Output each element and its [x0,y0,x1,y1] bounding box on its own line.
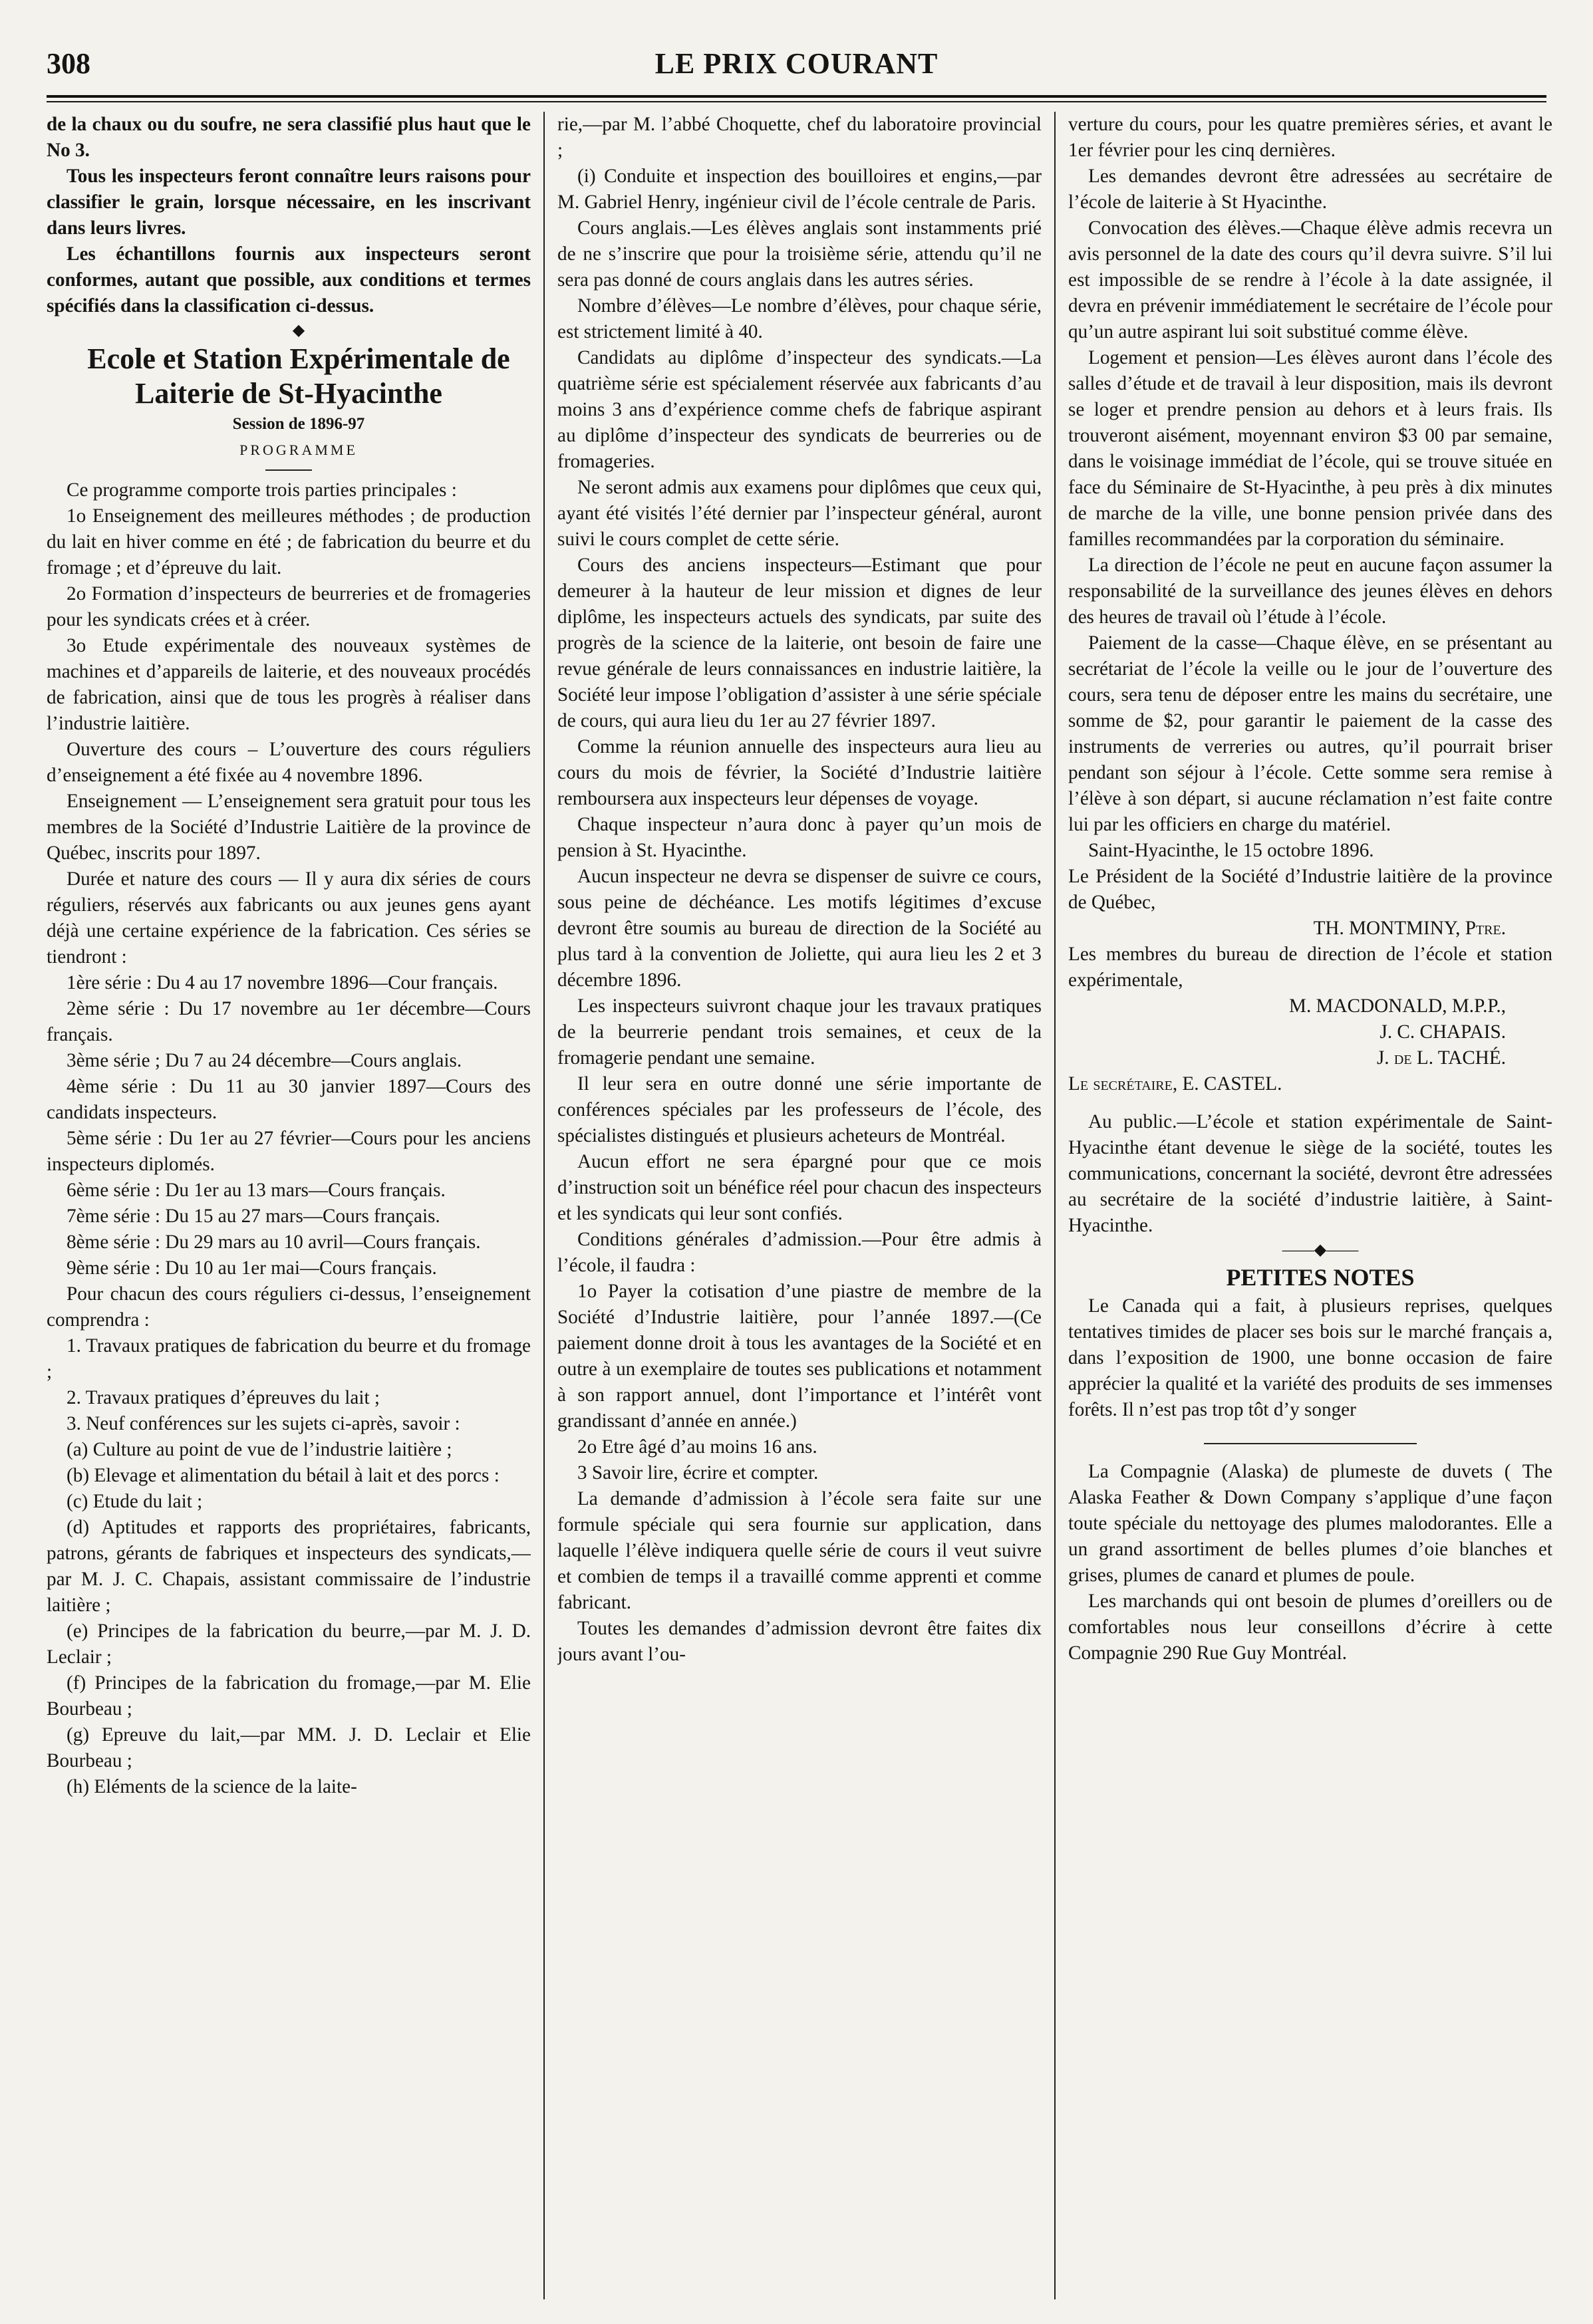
paragraph: Les demandes devront être adressées au secrétaire de l’école de laiterie à St Hyacinthe. [1068,166,1552,213]
paragraph: 3o Etude expérimentale des nouveaux systèmes de machines et d’appareils de laiterie, et des nouveaux procédés de fabrication, ainsi que de tous les progrès à réaliser dans l’industrie laitière. [47,635,531,734]
ornament: ——◆—— [1282,1241,1359,1259]
paragraph: Durée et nature des cours — Il y aura dix séries de cours réguliers, réservés aux fabricants ou aux jeunes gens ayant déjà une certaine expérience de la fabrication. Ces séries se tiendront : [47,868,531,968]
paragraph: 5ème série : Du 1er au 27 février—Cours pour les anciens inspecteurs diplomés. [47,1128,531,1175]
column-divider [1054,112,1056,2299]
paragraph: M. MACDONALD, M.P.P., [1289,995,1506,1017]
paragraph: Les marchands qui ont besoin de plumes d’oreillers ou de comfortables nous leur conseillons d’écrire à cette Compagnie 290 Rue Guy Montréal. [1068,1591,1552,1664]
paragraph: Le secrétaire, E. CASTEL. [1068,1073,1282,1095]
paragraph: Candidats au diplôme d’inspecteur des syndicats.—La quatrième série est spécialement réservée aux fabricants d’au moins 3 ans d’expérience comme chefs de fabrique aspirant au diplôme d’inspecteur des syndicats de beurreries ou de fromageries. [557,347,1042,472]
paragraph: J. de L. TACHÉ. [1376,1047,1506,1069]
programme-heading: PROGRAMME [239,442,358,458]
paragraph: 3 Savoir lire, écrire et compter. [577,1462,819,1484]
paragraph: Pour chacun des cours réguliers ci-dessus, l’enseignement comprendra : [47,1283,531,1331]
paragraph: (b) Elevage et alimentation du bétail à lait et des porcs : [67,1465,500,1486]
spacer [1068,1097,1552,1109]
paragraph: (d) Aptitudes et rapports des propriétaires, fabricants, patrons, gérants de fabriques et inspecteurs des syndicats,—par M. J. C. Chapais, assistant commissaire de l’industrie laitière ; [47,1517,531,1616]
paragraph: Saint-Hyacinthe, le 15 octobre 1896. [1088,840,1374,861]
paragraph: 3. Neuf conférences sur les sujets ci-après, savoir : [67,1413,460,1434]
paragraph: La Compagnie (Alaska) de plumeste de duvets ( The Alaska Feather & Down Company s’applique d’une façon toute spéciale du nettoyage des plumes malodorantes. Elle a un grand assortiment de belles plumes d’oie blanches et grises, plumes de canard et plumes de poule. [1068,1461,1552,1586]
session-heading: Session de 1896-97 [232,415,365,433]
column-divider [543,112,545,2299]
paragraph: Ce programme comporte trois parties principales : [67,479,457,501]
paragraph: Les inspecteurs suivront chaque jour les travaux pratiques de la beurrerie pendant trois semaines, et ceux de la fromagerie pendant une semaine. [557,995,1042,1069]
paragraph: 2. Travaux pratiques d’épreuves du lait ; [67,1387,380,1408]
paragraph: 4ème série : Du 11 au 30 janvier 1897—Cours des candidats inspecteurs. [47,1076,531,1123]
paragraph: La demande d’admission à l’école sera faite sur une formule spéciale qui sera fournie sur application, dans laquelle l’élève indiquera quelle série de cours il veut suivre et combien de temps il a travaillé comme apprenti et comme fabricant. [557,1488,1042,1613]
paragraph: J. C. CHAPAIS. [1379,1021,1506,1043]
paragraph: Les membres du bureau de direction de l’école et station expérimentale, [1068,944,1552,991]
paragraph: TH. MONTMINY, Ptre. [1313,918,1506,939]
column-right [1068,112,1552,2299]
paragraph: Nombre d’élèves—Le nombre d’élèves, pour chaque série, est strictement limité à 40. [557,295,1042,342]
running-head [47,47,1546,86]
column-middle [557,112,1042,2299]
paragraph: Le Canada qui a fait, à plusieurs reprises, quelques tentatives timides de placer ses bois sur le marché français a, dans l’exposition de 1900, une bonne occasion de faire apprécier la qualité et la variété des produits de ses immenses forêts. Il n’est pas trop tôt d’y songer [1068,1295,1552,1420]
column-left [47,112,531,2299]
paragraph: Enseignement — L’enseignement sera gratuit pour tous les membres de la Société d’Industrie Laitière de la province de Québec, inscrits pour 1897. [47,791,531,864]
paragraph: Il leur sera en outre donné une série importante de conférences spéciales par les professeurs de l’école, des spécialistes distingués et plusieurs acheteurs de Montréal. [557,1073,1042,1146]
paragraph: Paiement de la casse—Chaque élève, en se présentant au secrétariat de l’école la veille ou le jour de l’ouverture des cours, sera tenu de déposer entre les mains du secrétaire, une somme de $2, pour garantir le paiement de la casse des instruments de verreries ou autres, qu’il pourrait briser pendant son séjour à l’école. Cette somme sera remise à l’élève à son départ, si aucune réclamation n’est faite contre lui par les officiers en charge du matériel. [1068,632,1552,835]
ornament: ◆ [292,322,305,339]
paragraph: 9ème série : Du 10 au 1er mai—Cours français. [67,1257,437,1279]
paragraph: 3ème série ; Du 7 au 24 décembre—Cours anglais. [67,1050,462,1071]
paragraph: (a) Culture au point de vue de l’industrie laitière ; [67,1439,452,1460]
paragraph: 1. Travaux pratiques de fabrication du beurre et du fromage ; [47,1335,531,1382]
paragraph: Aucun inspecteur ne devra se dispenser de suivre ce cours, sous peine de déchéance. Les motifs légitimes d’excuse devront être soumis au bureau de direction de la Société au plus tard à la convention de Joliette, qui aura lieu les 2 et 3 décembre 1896. [557,866,1042,991]
paragraph: Ne seront admis aux examens pour diplômes que ceux qui, ayant été visités l’été dernier par l’inspecteur général, auront suivi le cours complet de cette série. [557,477,1042,550]
paragraph: Cours anglais.—Les élèves anglais sont instamments prié de ne s’inscrire que pour la troisième série, attendu qu’il ne sera pas donné de cours anglais dans les autres séries. [557,217,1042,291]
paragraph: Convocation des élèves.—Chaque élève admis recevra un avis personnel de la date des cours qu’il devra suivre. S’il lui est impossible de se rendre à l’école à la date assignée, il devra en prévenir immédiatement le secrétaire de l’école pour qu’un autre aspirant lui soit substitué comme élève. [1068,217,1552,342]
paragraph: (e) Principes de la fabrication du beurre,—par M. J. D. Leclair ; [47,1620,531,1668]
paragraph: Cours des anciens inspecteurs—Estimant que pour demeurer à la hauteur de leur mission et dignes de leur diplôme, les inspecteurs actuels des syndicats, par suite des progrès de la science de la laiterie, ont besoin de faire une revue générale de leurs connaissances en industrie laitière, la Société leur impose l’obligation d’assister à une série spéciale de cours, qui aura lieu du 1er au 27 février 1897. [557,555,1042,731]
paragraph: rie,—par M. l’abbé Choquette, chef du laboratoire provincial ; [557,114,1042,161]
paragraph: 2o Formation d’inspecteurs de beurreries et de fromageries pour les syndicats crées et à créer. [47,583,531,630]
paragraph: La direction de l’école ne peut en aucune façon assumer la responsabilité de la surveillance des jeunes élèves en dehors des heures de travail où l’étude à l’école. [1068,555,1552,628]
short-rule [265,469,312,471]
paragraph: Aucun effort ne sera épargné pour que ce mois d’instruction soit un bénéfice réel pour chacun des inspecteurs et les syndicats qui leur sont confiés. [557,1151,1042,1224]
paragraph: 1ère série : Du 4 au 17 novembre 1896—Cour français. [67,972,498,993]
header-rule-thin [47,101,1546,102]
paragraph: 2ème série : Du 17 novembre au 1er décembre—Cours français. [47,998,531,1045]
paragraph: Logement et pension—Les élèves auront dans l’école des salles d’étude et de travail à leur disposition, mais ils devront se loger et prendre pension au dehors et à leurs frais. Ils trouveront aisément, moyennant environ $3 00 par semaine, dans le voisinage immédiat de l’école, qui se trouve située en face du Séminaire de St-Hyacinthe, à peu près à dix minutes de marche de la ville, une bonne pension privée dans des familles recommandées par la corporation du séminaire. [1068,347,1552,550]
header-rule [47,95,1546,98]
section-title-petites-notes: PETITES NOTES [1226,1264,1415,1291]
paragraph: Les échantillons fournis aux inspecteurs seront conformes, autant que possible, aux conditions et termes spécifiés dans la classification ci-dessus. [47,243,531,317]
paragraph: 8ème série : Du 29 mars au 10 avril—Cours français. [67,1231,481,1253]
paragraph: 2o Etre âgé d’au moins 16 ans. [577,1436,817,1458]
paragraph: verture du cours, pour les quatre premières séries, et avant le 1er février pour les cinq dernières. [1068,114,1552,161]
paragraph: (i) Conduite et inspection des bouilloires et engins,—par M. Gabriel Henry, ingénieur civil de l’école centrale de Paris. [557,166,1042,213]
paragraph: de la chaux ou du soufre, ne sera classifié plus haut que le No 3. [47,114,531,161]
journal-title: LE PRIX COURANT [654,47,939,80]
paragraph: (c) Etude du lait ; [67,1491,203,1512]
paragraph: 1o Payer la cotisation d’une piastre de membre de la Société d’Industrie laitière, pour l’année 1897.—(Ce paiement donne droit à tous les avantages de la Société et en outre à un exemplaire de toutes ses publications et notamment à son rapport annuel, dont l’importance et l’intérêt vont grandissant d’année en année.) [557,1281,1042,1432]
paragraph: (f) Principes de la fabrication du fromage,—par M. Elie Bourbeau ; [47,1672,531,1720]
separator-rule [1204,1443,1417,1444]
paragraph: 1o Enseignement des meilleures méthodes ; de production du lait en hiver comme en été ; de fabrication du beurre et du fromage ; et d’épreuve du lait. [47,505,531,579]
paragraph: Tous les inspecteurs feront connaître leurs raisons pour classifier le grain, lorsque nécessaire, en les inscrivant dans leurs livres. [47,166,531,239]
paragraph: 6ème série : Du 1er au 13 mars—Cours français. [67,1180,446,1201]
paragraph: 7ème série : Du 15 au 27 mars—Cours français. [67,1206,440,1227]
paragraph: Le Président de la Société d’Industrie laitière de la province de Québec, [1068,866,1552,913]
paragraph: Au public.—L’école et station expérimentale de Saint-Hyacinthe étant devenue le siège de la société, toutes les communications, concernant la société, devront être adressées au secrétaire de la société d’industrie laitière, à Saint-Hyacinthe. [1068,1111,1552,1236]
paragraph: (h) Eléments de la science de la laite- [67,1776,357,1797]
paragraph: Conditions générales d’admission.—Pour être admis à l’école, il faudra : [557,1229,1042,1276]
paragraph: Ouverture des cours – L’ouverture des cours réguliers d’enseignement a été fixée au 4 novembre 1896. [47,739,531,786]
section-title: Ecole et Station Expérimentale de Laiterie de St-Hyacinthe [87,342,510,410]
paragraph: Chaque inspecteur n’aura donc à payer qu’un mois de pension à St. Hyacinthe. [557,814,1042,861]
page-number: 308 [47,47,90,80]
paragraph: (g) Epreuve du lait,—par MM. J. D. Leclair et Elie Bourbeau ; [47,1724,531,1771]
paragraph: Toutes les demandes d’admission devront être faites dix jours avant l’ou- [557,1618,1042,1665]
paragraph: Comme la réunion annuelle des inspecteurs aura lieu au cours du mois de février, la Société d’Industrie laitière remboursera aux inspecteurs leur dépenses de voyage. [557,736,1042,809]
